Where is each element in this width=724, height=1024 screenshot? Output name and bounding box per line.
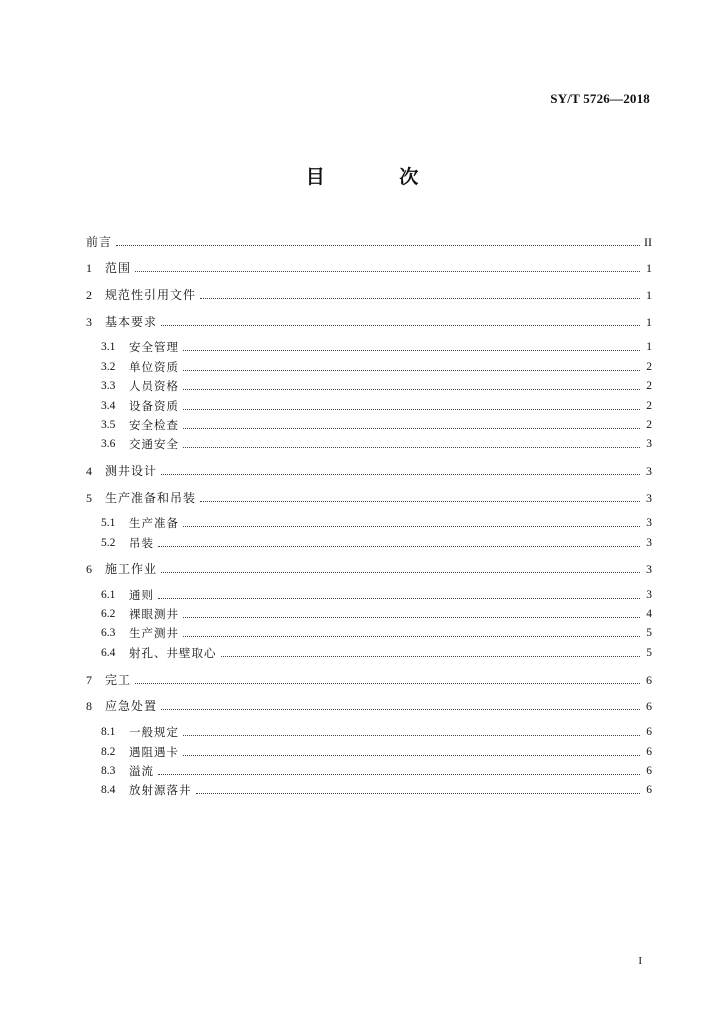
toc-entry-number: 5 [86, 491, 92, 505]
toc-entry-label: 前言 [86, 235, 113, 249]
toc-entry-page: 6 [646, 673, 652, 687]
toc-leader [200, 298, 640, 299]
toc-entry[interactable] [101, 395, 652, 413]
toc-leader [161, 572, 640, 573]
toc-entry-page: 3 [646, 537, 652, 549]
toc-entry[interactable] [101, 603, 652, 621]
page-number: I [638, 955, 642, 967]
toc-entry-number: 1 [86, 261, 92, 275]
toc-entry-label: 生产准备 [129, 516, 179, 530]
toc-leader [161, 474, 640, 475]
toc-entry-label: 安全检查 [129, 418, 179, 432]
toc-entry[interactable] [86, 487, 652, 505]
toc-entry-number: 3.2 [101, 361, 116, 373]
toc-leader [183, 409, 640, 410]
toc-entry[interactable] [86, 231, 652, 249]
toc-entry[interactable] [86, 257, 652, 275]
toc-entry-number: 5.2 [101, 537, 116, 549]
toc-entry[interactable] [101, 356, 652, 374]
toc-entry-label: 基本要求 [105, 315, 158, 329]
toc-leader [183, 370, 640, 371]
toc-entry-number: 3.6 [101, 438, 116, 450]
page-title: 目 次 [305, 166, 453, 188]
toc-leader [135, 683, 640, 684]
toc-entry-page: 6 [646, 726, 652, 738]
toc-entry-number: 8.3 [101, 765, 116, 777]
toc-entry[interactable] [101, 760, 652, 778]
toc-leader [183, 617, 640, 618]
toc-leader [183, 389, 640, 390]
toc-leader [158, 598, 640, 599]
toc-leader [116, 245, 640, 246]
toc-leader [183, 428, 640, 429]
toc-entry-page: 3 [646, 589, 652, 601]
toc-entry-page: 1 [646, 261, 652, 275]
toc-entry-label: 一般规定 [129, 725, 179, 739]
toc-entry-label: 设备资质 [129, 399, 179, 413]
toc-entry-number: 6.3 [101, 627, 116, 639]
toc-leader [183, 636, 640, 637]
toc-leader [183, 447, 640, 448]
toc-entry-label: 射孔、井壁取心 [129, 646, 217, 660]
toc-entry-label: 施工作业 [105, 562, 158, 576]
toc-entry[interactable] [86, 311, 652, 329]
toc-entry-number: 6 [86, 562, 92, 576]
toc-entry[interactable] [101, 584, 652, 602]
toc-entry-label: 范围 [105, 261, 132, 275]
toc-entry[interactable] [86, 669, 652, 687]
toc-entry-label: 应急处置 [105, 699, 158, 713]
toc-entry-page: 5 [646, 647, 652, 659]
toc-entry-number: 5.1 [101, 517, 116, 529]
standard-code: SY/T 5726—2018 [550, 91, 650, 106]
toc-entry-number: 7 [86, 673, 92, 687]
toc-entry-page: 6 [646, 765, 652, 777]
toc-entry-label: 放射源落井 [129, 783, 192, 797]
toc-entry[interactable] [101, 779, 652, 797]
toc-entry-number: 3.4 [101, 400, 116, 412]
toc-entry-number: 3.3 [101, 380, 116, 392]
toc-leader [183, 526, 640, 527]
toc-leader [161, 325, 640, 326]
toc-entry-number: 8 [86, 699, 92, 713]
toc-entry-label: 人员资格 [129, 379, 179, 393]
toc-entry-label: 交通安全 [129, 437, 179, 451]
toc-entry-label: 通则 [129, 588, 154, 602]
toc-entry-label: 测井设计 [105, 464, 158, 478]
toc-entry-page: 3 [646, 438, 652, 450]
toc-entry-page: 5 [646, 627, 652, 639]
toc-entry-page: 3 [646, 491, 652, 505]
toc-entry-page: 6 [646, 784, 652, 796]
toc-entry[interactable] [86, 460, 652, 478]
toc-entry-label: 吊装 [129, 536, 154, 550]
toc-entry[interactable] [101, 741, 652, 759]
toc-leader [183, 350, 640, 351]
toc-entry-label: 溢流 [129, 764, 154, 778]
toc-entry[interactable] [101, 336, 652, 354]
toc-entry[interactable] [101, 414, 652, 432]
toc-leader [183, 755, 640, 756]
toc-entry-label: 安全管理 [129, 340, 179, 354]
toc-entry-number: 4 [86, 464, 92, 478]
toc-leader [161, 709, 640, 710]
toc-leader [200, 501, 640, 502]
toc-entry[interactable] [101, 433, 652, 451]
toc-leader [183, 735, 640, 736]
toc-leader [135, 271, 640, 272]
toc-entry-page: 2 [646, 380, 652, 392]
toc-entry[interactable] [101, 375, 652, 393]
toc-leader [158, 546, 640, 547]
toc-entry-label: 遇阻遇卡 [129, 745, 179, 759]
toc-entry-number: 3.1 [101, 341, 116, 353]
toc-entry-page: 3 [646, 464, 652, 478]
toc-entry[interactable] [101, 622, 652, 640]
toc-entry-page: 1 [646, 288, 652, 302]
toc-entry-label: 生产准备和吊装 [105, 491, 197, 505]
toc-entry-page: 2 [646, 361, 652, 373]
toc-entry-label: 完工 [105, 673, 132, 687]
toc-entry-number: 6.1 [101, 589, 116, 601]
toc-entry-number: 3.5 [101, 419, 116, 431]
toc-leader [221, 656, 641, 657]
toc-entry-number: 8.1 [101, 726, 116, 738]
toc-entry[interactable] [101, 721, 652, 739]
toc-entry-page: 3 [646, 517, 652, 529]
toc-entry-label: 规范性引用文件 [105, 288, 197, 302]
toc-entry-number: 6.4 [101, 647, 116, 659]
toc-entry-page: 2 [646, 400, 652, 412]
toc-entry-label: 生产测井 [129, 626, 179, 640]
toc-entry[interactable] [86, 695, 652, 713]
toc-entry-number: 6.2 [101, 608, 116, 620]
toc-entry-page: 6 [646, 699, 652, 713]
toc-entry-number: 2 [86, 288, 92, 302]
toc-entry[interactable] [101, 512, 652, 530]
toc-entry-number: 8.2 [101, 746, 116, 758]
toc-leader [196, 793, 641, 794]
toc-entry-page: 1 [646, 341, 652, 353]
toc-entry-label: 单位资质 [129, 360, 179, 374]
toc-entry-page: 3 [646, 562, 652, 576]
toc-entry[interactable] [101, 532, 652, 550]
toc-entry-label: 裸眼测井 [129, 607, 179, 621]
toc-entry-page: 4 [646, 608, 652, 620]
toc-entry-page: 6 [646, 746, 652, 758]
toc-entry[interactable] [86, 284, 652, 302]
toc-entry-page: 2 [646, 419, 652, 431]
toc-entry-page: II [644, 235, 652, 249]
toc-leader [158, 774, 640, 775]
toc-entry[interactable] [86, 558, 652, 576]
toc-entry-number: 3 [86, 315, 92, 329]
toc-entry-number: 8.4 [101, 784, 116, 796]
toc-entry-page: 1 [646, 315, 652, 329]
toc-entry[interactable] [101, 642, 652, 660]
